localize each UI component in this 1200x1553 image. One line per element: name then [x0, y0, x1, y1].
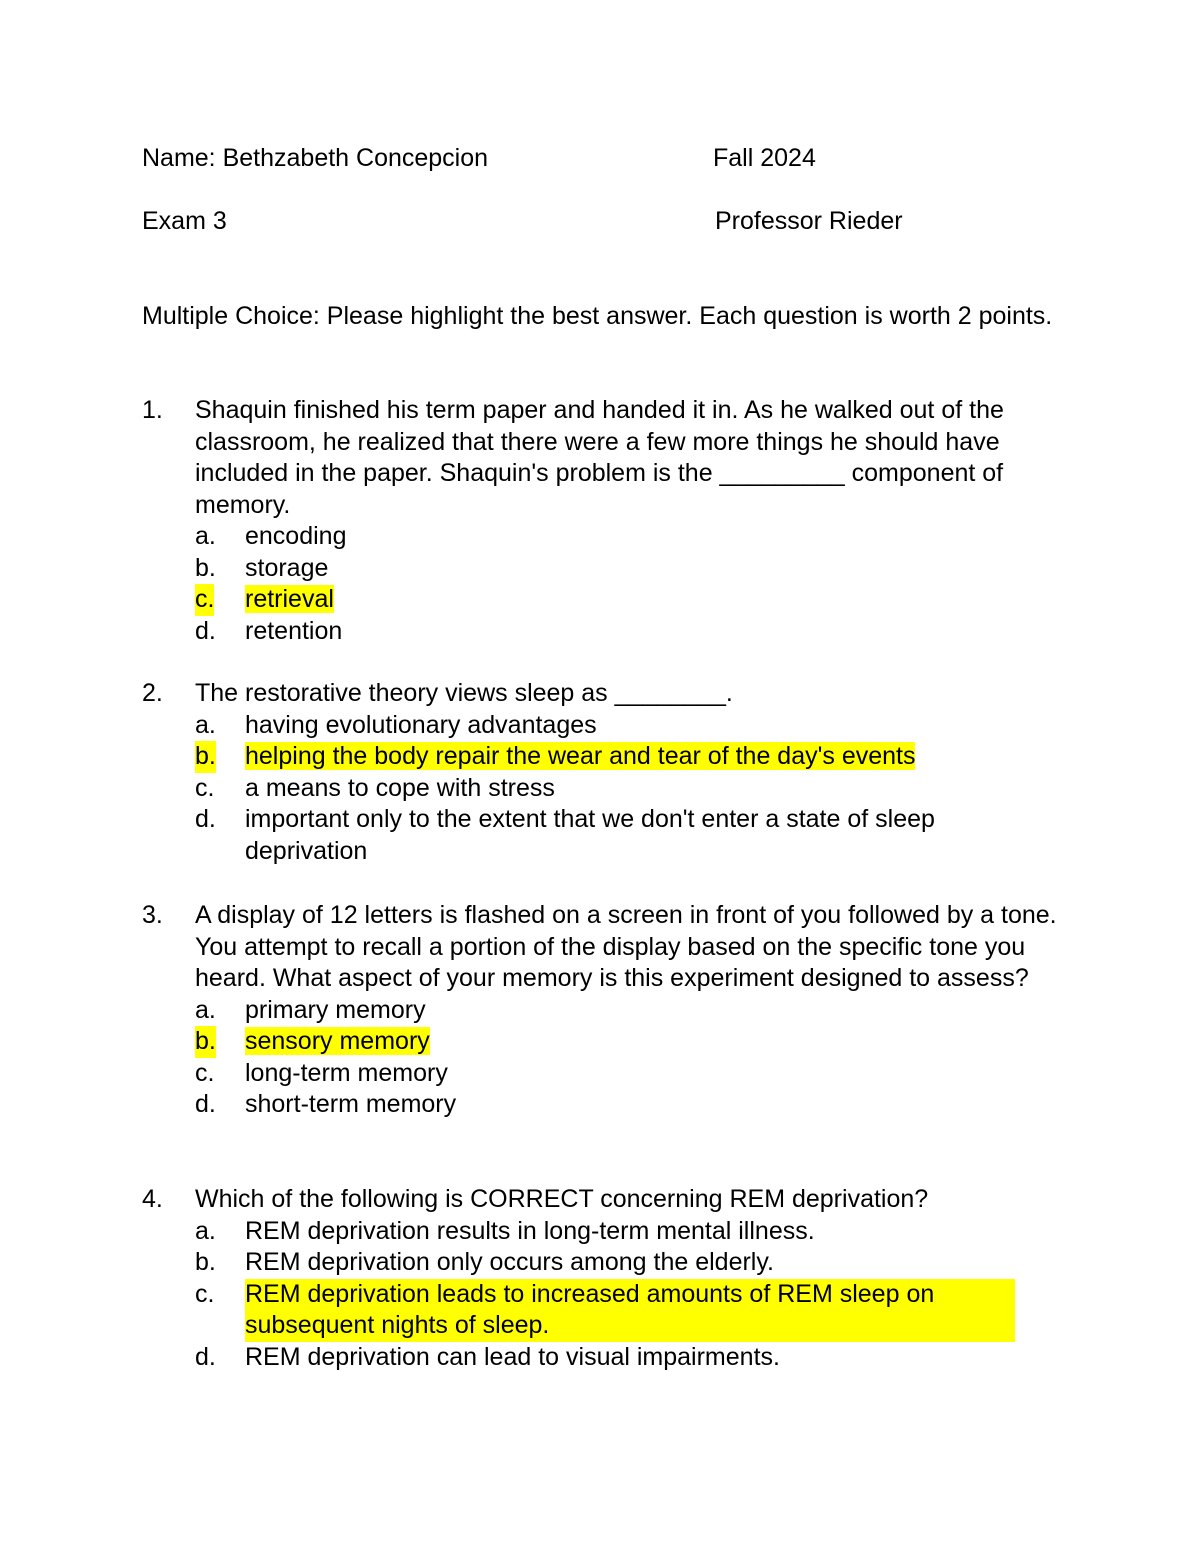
option-letter: a.	[195, 1216, 216, 1245]
option-letter: c.	[195, 773, 215, 802]
option-text: retrieval	[245, 585, 334, 613]
option-letter: b.	[195, 741, 216, 773]
option-text: primary memory	[245, 995, 426, 1024]
question-2	[142, 678, 1082, 867]
option-letter: b.	[195, 553, 216, 582]
option-list	[142, 1216, 1082, 1374]
option-text: a means to cope with stress	[245, 773, 555, 802]
option-text: REM deprivation only occurs among the elderly.	[245, 1248, 774, 1276]
option-letter: a.	[195, 995, 216, 1024]
option-letter: d.	[195, 616, 216, 645]
option-c[interactable]	[142, 773, 1082, 805]
option-text: retention	[245, 616, 343, 645]
professor-name: Professor Rieder	[715, 207, 903, 235]
option-text: short-term memory	[245, 1090, 457, 1118]
option-list	[142, 710, 1082, 868]
option-a[interactable]	[142, 1216, 1082, 1248]
option-d[interactable]	[142, 804, 1082, 867]
option-text: REM deprivation leads to increased amounts of REM sleep on subsequent nights of sleep.	[245, 1279, 1015, 1342]
exam-title: Exam 3	[142, 207, 227, 235]
instructions: Multiple Choice: Please highlight the best answer. Each question is worth 2 points.	[142, 302, 1053, 330]
option-list	[142, 995, 1082, 1121]
option-text: sensory memory	[245, 1027, 430, 1055]
option-a[interactable]	[142, 710, 1082, 742]
question-1	[142, 395, 1082, 647]
option-text: REM deprivation results in long-term mental illness.	[245, 1216, 815, 1245]
option-b-highlighted[interactable]	[142, 1026, 1082, 1058]
option-text: REM deprivation can lead to visual impairments.	[245, 1342, 780, 1371]
option-d[interactable]	[142, 616, 1082, 648]
option-text: having evolutionary advantages	[245, 710, 597, 739]
option-letter: a.	[195, 522, 216, 550]
question-number: 3.	[142, 901, 163, 929]
question-text: The restorative theory views sleep as ________.	[195, 679, 733, 707]
question-number: 1.	[142, 396, 163, 424]
student-name: Name: Bethzabeth Concepcion	[142, 144, 489, 172]
question-number: 2.	[142, 679, 163, 707]
option-letter: d.	[195, 1342, 216, 1371]
option-letter: c.	[195, 584, 214, 616]
option-letter: a.	[195, 710, 216, 739]
option-text: storage	[245, 553, 329, 582]
option-text: long-term memory	[245, 1058, 448, 1087]
question-4	[142, 1184, 1082, 1373]
option-letter: c.	[195, 1058, 215, 1087]
option-b-highlighted[interactable]	[142, 741, 1082, 773]
question-stem	[142, 395, 1082, 521]
option-b[interactable]	[142, 553, 1082, 585]
option-letter: d.	[195, 1090, 216, 1118]
option-text: important only to the extent that we don't enter a state of sleep deprivation	[245, 805, 935, 865]
header-row-2	[142, 204, 1042, 238]
option-letter: b.	[195, 1248, 216, 1276]
question-text: Shaquin finished his term paper and handed it in. As he walked out of the classroom, he realized that there were a few more things he should have included in the paper. Shaquin's problem is the _________ component of memory.	[195, 396, 1004, 519]
option-c[interactable]	[142, 1058, 1082, 1090]
term-label: Fall 2024	[713, 144, 816, 172]
option-letter: d.	[195, 805, 216, 833]
question-stem	[142, 1184, 1082, 1216]
option-c-highlighted[interactable]	[142, 1279, 1082, 1342]
question-text: Which of the following is CORRECT concerning REM deprivation?	[195, 1185, 929, 1213]
header-row-1	[142, 141, 1042, 175]
question-3	[142, 900, 1082, 1121]
option-list	[142, 521, 1082, 647]
question-stem	[142, 900, 1082, 995]
option-b[interactable]	[142, 1247, 1082, 1279]
option-text: helping the body repair the wear and tear of the day's events	[245, 742, 916, 770]
option-letter: b.	[195, 1026, 216, 1058]
option-d[interactable]	[142, 1089, 1082, 1121]
option-letter: c.	[195, 1279, 215, 1308]
option-d[interactable]	[142, 1342, 1082, 1374]
option-a[interactable]	[142, 521, 1082, 553]
option-c-highlighted[interactable]	[142, 584, 1082, 616]
question-stem	[142, 678, 1082, 710]
question-text: A display of 12 letters is flashed on a screen in front of you followed by a tone. You attempt to recall a portion of the display based on the specific tone you heard. What aspect of your memory is this experiment designed to assess?	[195, 901, 1057, 992]
option-a[interactable]	[142, 995, 1082, 1027]
option-text: encoding	[245, 522, 347, 550]
question-number: 4.	[142, 1185, 163, 1213]
